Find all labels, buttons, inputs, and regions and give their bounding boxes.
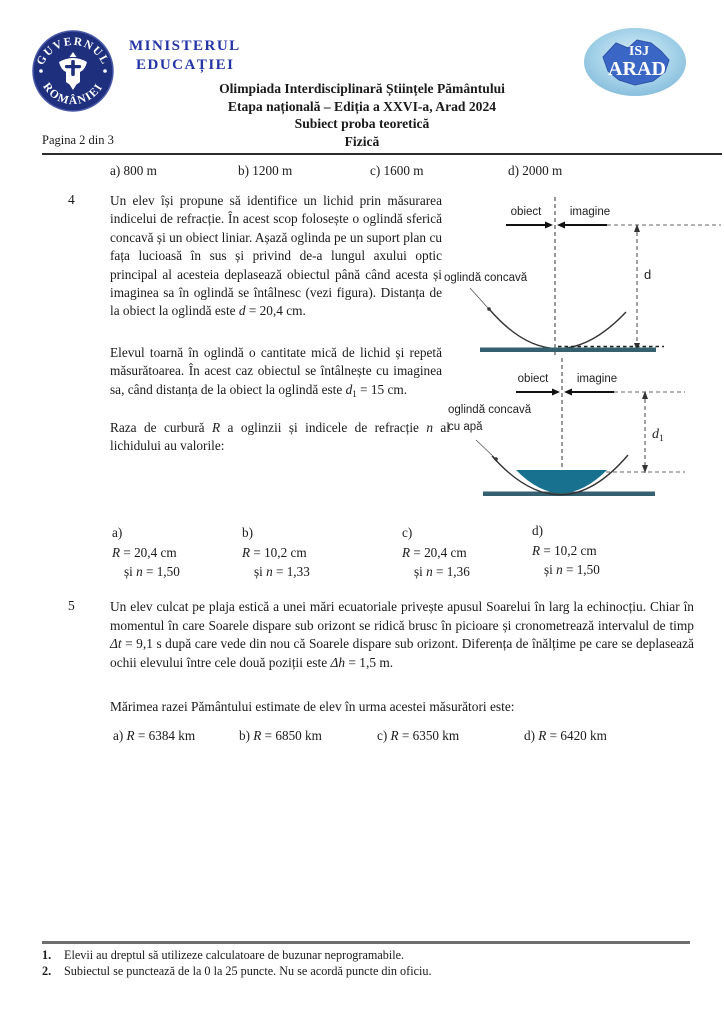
question-4-paragraph-1: Un elev își propune să identifice un lichid prin măsurarea indicelui de refracție. În acest scop folosește o oglindă sferică concavă și un obiect liniar. Așază oglinda pe un suport plan cu fața lucioasă în sus și privind de-a lungul axului optic principal al acesteia deplasează obiectul până când acesta și imaginea sa în oglindă se întâlnesc (vezi figura). Distanța de la obiect la oglindă este d = 20,4 cm.: [110, 193, 442, 319]
var-R: R: [211, 420, 221, 435]
title-line-2: Etapa națională – Ediția a XXVI-a, Arad 2024: [227, 98, 497, 114]
distance-d-label: d: [644, 267, 652, 282]
q4-option-a: a) R = 20,4 cm și n = 1,50: [112, 525, 180, 579]
image-label: imagine: [569, 206, 611, 218]
document-title-block: [142, 80, 582, 150]
isj-logo-line2: ARAD: [608, 58, 666, 80]
title-line-4: Fizică: [344, 133, 380, 149]
question-4-paragraph-3: Raza de curbură R a oglinzii și indicele de refracție n al lichidului au valorile:: [110, 420, 450, 454]
ministry-line2: EDUCAȚIEI: [136, 57, 235, 73]
object-label: obiect: [510, 206, 542, 218]
isj-arad-logo: [583, 27, 687, 97]
concave-mirror-diagram: [440, 193, 724, 359]
title-line-1: Olimpiada Interdisciplinară Științele Pământului: [219, 81, 505, 96]
guvernul-romaniei-logo: [32, 30, 114, 112]
question-5-paragraph: Un elev culcat pe plaja estică a unei mări ecuatoriale privește apusul Soarelui în larg la echinocțiu. Chiar în momentul în care Soarele dispare sub orizont se ridică brusc în picioare și cronometrează intervalul de timp Δt = 9,1 s după care vede din nou că Soarele dispare sub orizont. Diferența de înălțime pe care se deplasează ochii elevului între cele două poziții este Δh = 1,5 m.: [110, 599, 694, 670]
prev-option-c: c) 1600 m: [370, 163, 424, 178]
gov-logo-arc-top-text: GUVERNUL: [34, 35, 112, 68]
q5-option-d: d) R = 6420 km: [524, 728, 607, 743]
header-divider: [42, 153, 722, 155]
ministry-line1: MINISTERUL: [129, 38, 241, 54]
mirror-curve: [490, 310, 626, 349]
var-d1: d: [345, 381, 353, 397]
mirror-with-water-label-line2: cu apă: [448, 421, 483, 433]
question-4-number: 4: [68, 192, 75, 207]
question-5-prompt: Mărimea razei Pământului estimate de elev în urma acestei măsurători este:: [110, 699, 515, 714]
question-5-number: 5: [68, 598, 75, 613]
q4-option-b: b) R = 10,2 cm și n = 1,33: [242, 525, 310, 579]
prev-option-d: d) 2000 m: [508, 163, 563, 178]
q5-option-a: a) R = 6384 km: [113, 728, 196, 743]
image-label: imagine: [576, 373, 618, 385]
distance-d1-label: $d_1$: [652, 427, 664, 444]
footer-divider: [42, 941, 690, 944]
mirror-leader-line: [470, 288, 488, 308]
footer-note-1: 1. Elevii au dreptul să utilizeze calculatoare de buzunar neprogramabile.: [42, 948, 405, 962]
var-d: d: [238, 303, 246, 319]
concave-mirror-label: oglindă concavă: [444, 272, 528, 284]
question-4-paragraph-2: Elevul toarnă în oglindă o cantitate mică de lichid și repetă măsurătoarea. În acest caz obiectul se întâlnește cu imaginea sa, când distanța de la obiect la oglindă este $d_1 = 15$ cm.: [110, 345, 442, 399]
concave-mirror-with-water-diagram: [440, 358, 724, 520]
var-delta-h: Δh: [330, 654, 346, 670]
footer-note-2: 2. Subiectul se punctează de la 0 la 25 puncte. Nu se acordă puncte din oficiu.: [42, 963, 432, 978]
mirror-leader-line: [476, 440, 495, 458]
prev-option-b: b) 1200 m: [238, 163, 293, 178]
q4-option-d: d) R = 10,2 cm și n = 1,50: [532, 523, 600, 577]
isj-logo-line1: ISJ: [628, 44, 650, 59]
q5-option-b: b) R = 6850 km: [239, 728, 322, 743]
var-n: n: [426, 420, 433, 435]
object-label: obiect: [517, 373, 549, 385]
water-fill: [516, 470, 607, 493]
page-number-label: Pagina 2 din 3: [42, 133, 114, 147]
var-delta-t: Δt: [110, 636, 122, 652]
title-line-3: Subiect proba teoretică: [294, 116, 430, 131]
prev-question-options-row: [0, 163, 724, 183]
prev-option-a: a) 800 m: [110, 163, 157, 178]
ministry-wordmark: [129, 37, 241, 75]
q5-options-row: [0, 728, 724, 748]
footer-notes: [42, 948, 432, 979]
q4-option-c: c) R = 20,4 cm și n = 1,36: [402, 525, 470, 579]
mirror-with-water-label-line1: oglindă concavă: [448, 404, 532, 416]
gov-logo-arc-bottom-text: ROMÂNIEI: [40, 80, 106, 108]
mirror-support-bar: [480, 348, 656, 353]
q5-option-c: c) R = 6350 km: [377, 728, 460, 743]
